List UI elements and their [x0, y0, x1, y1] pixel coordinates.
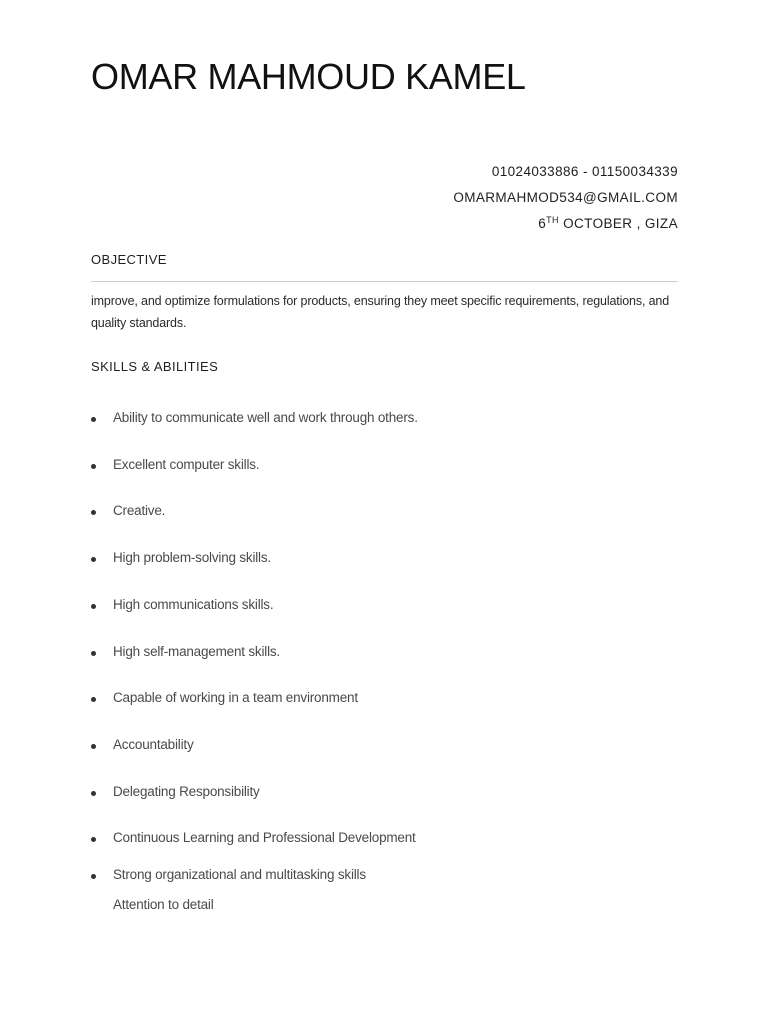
contact-block [453, 159, 678, 237]
bullet-icon [91, 697, 96, 702]
candidate-name: OMAR MAHMOUD KAMEL [91, 56, 526, 97]
skill-label: Excellent computer skills. [113, 457, 260, 472]
bullet-icon [91, 557, 96, 562]
skills-heading: SKILLS & ABILITIES [91, 359, 219, 374]
bullet-icon [91, 874, 96, 879]
address-rest: OCTOBER , GIZA [558, 216, 678, 231]
bullet-icon [91, 464, 96, 469]
skill-label: Strong organizational and multitasking skills [113, 867, 366, 882]
email-address: OMARMAHMOD534@GMAIL.COM [453, 190, 678, 205]
skill-label: Creative. [113, 503, 166, 518]
skill-label: Accountability [113, 737, 194, 752]
skill-label: Ability to communicate well and work through others. [113, 410, 418, 425]
bullet-icon [91, 417, 96, 422]
bullet-icon [91, 651, 96, 656]
skill-label: Delegating Responsibility [113, 784, 260, 799]
bullet-icon [91, 510, 96, 515]
skill-label: Continuous Learning and Professional Development [113, 830, 416, 845]
skill-label: Attention to detail [113, 897, 214, 912]
address-number: 6 [538, 216, 547, 231]
phone-numbers: 01024033886 - 01150034339 [491, 164, 678, 179]
bullet-icon [91, 837, 96, 842]
bullet-icon [91, 791, 96, 796]
section-divider [91, 281, 678, 282]
objective-heading: OBJECTIVE [91, 252, 167, 267]
objective-text: improve, and optimize formulations for products, ensuring they meet specific requirements, regulations, and quality standards. [91, 294, 669, 330]
skill-label: Capable of working in a team environment [113, 690, 358, 705]
resume-page [91, 0, 678, 1024]
skill-label: High problem-solving skills. [113, 550, 271, 565]
skill-label: High communications skills. [113, 597, 274, 612]
skill-label: High self-management skills. [113, 644, 280, 659]
bullet-icon [91, 604, 96, 609]
bullet-icon [91, 744, 96, 749]
address-ordinal-suffix: TH [546, 215, 559, 225]
address [453, 211, 678, 237]
